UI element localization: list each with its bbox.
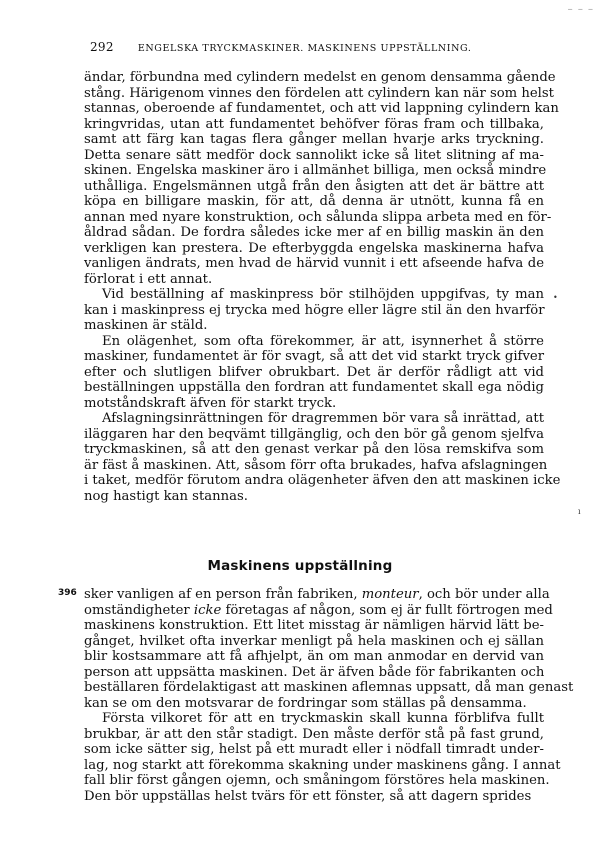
speck-mark: ı [578,507,581,516]
text-line: Detta senare sätt medför dock sannolikt icke så litet slitning af ma- [84,147,544,163]
text-line: maskinen är stäld. [84,318,208,333]
running-title: ENGELSKA TRYCKMASKINER. MASKINENS UPPSTÄLLNING. [137,43,472,54]
text-line: som icke sätter sig, helst på ett muradt eller i nödfall timradt under- [84,742,544,757]
text-line: verkligen kan prestera. De efterbyggda engelska maskinerna hafva [84,240,544,256]
section-heading: Maskinens uppställning [207,558,393,574]
text-line: beställningen uppställa den fordran att fundamentet skall ega nödig [84,380,544,395]
page-header [90,40,530,54]
text-line: lag, nog starkt att förekomma skakning under maskinens gång. I annat [84,757,561,773]
text-line: kan se om den motsvarar de fordringar som ställas på densamma. [84,695,527,711]
speck-mark: • [553,293,558,302]
text-line: skinen. Engelska maskiner äro i allmänhet billiga, men också mindre [84,163,547,178]
text-line: efter och slutligen blifver obrukbart. Det är derför rådligt att vid [84,364,544,380]
text-line: köpa en billigare maskin, för att, då denna är utnött, kunna få en [84,194,544,209]
text-line: samt att färg kan tagas flera gånger mellan hvarje arks tryckning. [84,132,544,147]
text-line: fall blir först gången ojemn, och småningom förstöres hela maskinen. [84,773,550,788]
text-line: Vid beställning af maskinpress bör stilhöjden uppgifvas, ty man [102,287,544,302]
text-line: motståndskraft äfven för starkt tryck. [84,395,337,411]
text-line: i taket, medför förutom andra olägenheter äfven den att maskinen icke [84,473,561,488]
text-line: Afslagningsinrättningen för dragremmen bör vara så inrättad, att [102,411,544,426]
text-line: maskinens konstruktion. Ett litet misstag är nämligen härvid lätt be- [84,618,544,633]
text-line: person att uppsätta maskinen. Det är äfven både för fabrikanten och [84,664,545,680]
text-line: är fäst å maskinen. Att, såsom förr ofta brukades, hafva afslagningen [84,457,548,473]
text-line: kan i maskinpress ej trycka med högre eller lägre stil än den hvarför [84,302,545,318]
body-text-block-2 [84,587,574,804]
text-line: förlorat i ett annat. [84,271,213,287]
text-line: gånget, hvilket ofta inverkar menligt på hela maskinen och ej sällan [84,633,544,649]
text-line: annan med nyare konstruktion, och sålunda slippa arbeta med en för- [84,209,552,225]
text-line: uthålliga. Engelsmännen utgå från den åsigten att det är bättre att [84,178,544,194]
text-line: iläggaren har den beqvämt tillgänglig, och den bör gå genom sjelfva [84,426,544,442]
text-line: Den bör uppställas helst tvärs för ett fönster, så att dagern sprides [84,788,532,804]
text-line: stannas, oberoende af fundamentet, och att vid lappning cylindern kan [84,101,559,116]
text-line: ändar, förbundna med cylindern medelst en genom densamma gående [84,70,556,85]
page-number: 292 [90,40,114,54]
text-line: En olägenhet, som ofta förekommer, är att, isynnerhet å större [102,333,544,349]
text-line: vanligen ändrats, men hvad de härvid vunnit i ett afseende hafva de [84,256,544,271]
text-line: maskiner, fundamentet är för svagt, så att det vid starkt tryck gifver [84,349,544,364]
text-line: kringvridas, utan att fundamentet behöfver föras fram och tillbaka, [84,116,544,132]
corner-mark: – – – [567,4,594,15]
text-line: nog hastigt kan stannas. [84,488,248,504]
text-line: stång. Härigenom vinnes den fördelen att cylindern kan när som helst [84,85,554,101]
text-line: brukbar, är att den står stadigt. Den måste derför stå på fast grund, [84,726,544,742]
text-line: åldrad sådan. De fordra således icke mer af en billig maskin än den [84,225,544,240]
text-line: sker vanligen af en person från fabriken, monteur, och bör under alla [84,587,550,602]
text-line: Första vilkoret för att en tryckmaskin skall kunna förblifva fullt [102,711,544,726]
body-text-block-1 [84,70,561,504]
text-line: beställaren fördelaktigast att maskinen aflemnas uppsatt, då man genast [84,680,574,695]
text-line: omständigheter icke företagas af någon, som ej är fullt förtrogen med [84,602,553,618]
text-line: blir kostsammare att få afhjelpt, än om man anmodar en dervid van [84,649,544,664]
margin-number: 396 [58,588,77,598]
text-line: tryckmaskinen, så att den genast verkar på den lösa remskifva som [84,442,544,457]
